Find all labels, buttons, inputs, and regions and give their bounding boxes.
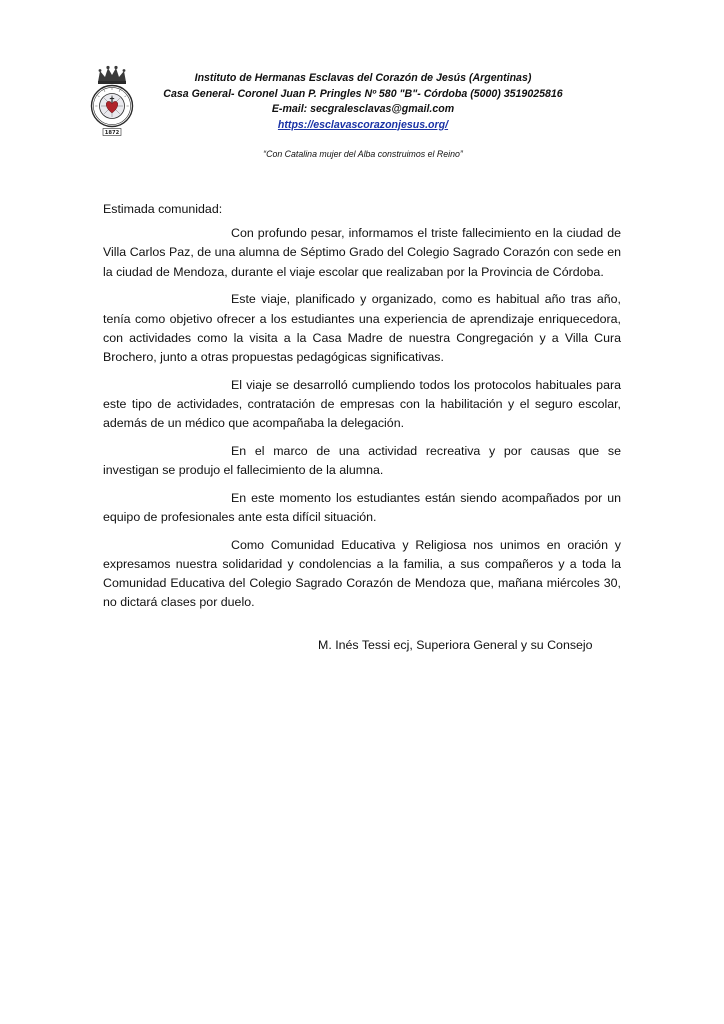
paragraph-protocols: El viaje se desarrolló cumpliendo todos los protocolos habituales para este tipo de actividades, contratación de empresas con la habilitación y el seguro escolar, además de un médico que acompañaba la delegación. [103,377,621,431]
institution-name: Instituto de Hermanas Esclavas del Corazón de Jesús (Argentinas) [194,72,532,84]
general-house-address: Casa General- Coronel Juan P. Pringles Nº 580 "B"- Córdoba (5000) 3519025816 [163,87,563,100]
motto: “Con Catalina mujer del Alba construimos el Reino” [263,149,463,159]
contact-email: E-mail: secgralesclavas@gmail.com [271,103,455,115]
paragraph-condolences: Como Comunidad Educativa y Religiosa nos unimos en oración y expresamos nuestra solidaridad y condolencias a la familia, a sus compañeros y a toda la Comunidad Educativa del Colegio Sagrado Corazón de Mendoza que, mañana miércoles 30, no dictará clases por duelo. [103,537,621,610]
letter-body [103,200,621,621]
paragraph-support: En este momento los estudiantes están siendo acompañados por un equipo de profesionales ante esta difícil situación. [103,490,621,524]
paragraph-announcement: Con profundo pesar, informamos el triste fallecimiento en la ciudad de Villa Carlos Paz, de una alumna de Séptimo Grado del Colegio Sagrado Corazón con sede en la ciudad de Mendoza, durante el viaje escolar que realizaban por la Provincia de Córdoba. [103,226,621,279]
greeting: Estimada comunidad: [103,202,223,216]
website-link[interactable]: https://esclavascorazonjesus.org/ [277,118,449,131]
congregation-seal-logo [90,62,134,140]
seal-year-text: 1872 [104,130,120,137]
paragraph-incident: En el marco de una actividad recreativa y por causas que se investigan se produjo el fallecimiento de la alumna. [103,443,621,477]
paragraph-trip-purpose: Este viaje, planificado y organizado, como es habitual año tras año, tenía como objetivo ofrecer a los estudiantes una experiencia de aprendizaje enriquecedora, con actividades como la visita a la Casa Madre de nuestra Congregación y a Villa Cura Brochero, junto a otras propuestas pedagógicas significativas. [103,292,621,364]
signature: M. Inés Tessi ecj, Superiora General y su Consejo [318,638,593,652]
letterhead [150,71,576,133]
